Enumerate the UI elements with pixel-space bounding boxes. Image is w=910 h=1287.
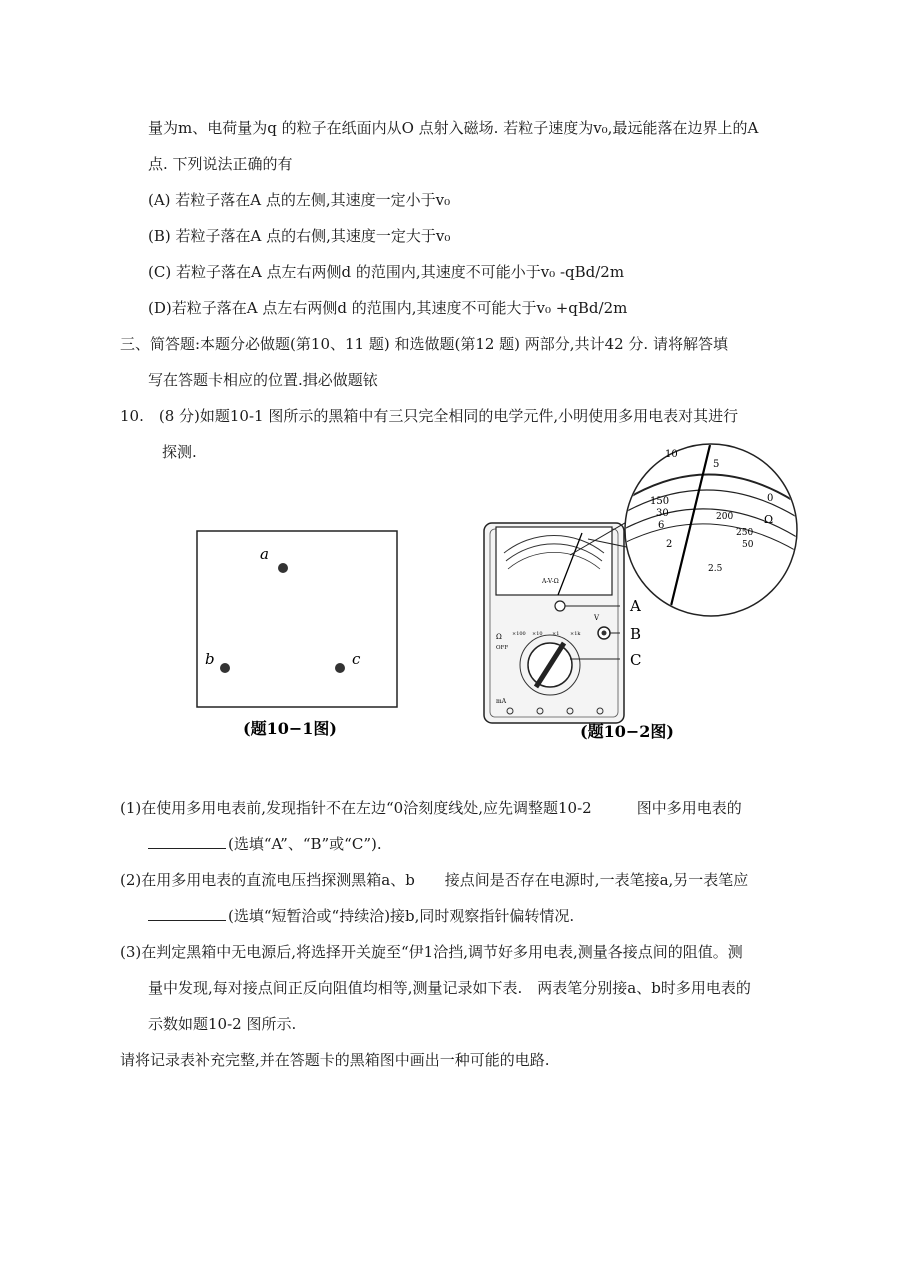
zoom-ohm: Ω bbox=[764, 513, 774, 526]
text-line: 探测. bbox=[162, 443, 197, 461]
section-heading: 三、简答题:本题分必做题(第10、11 题) 和选做题(第12 题) 两部分,共计42 分. 请将解答填 bbox=[120, 335, 728, 353]
black-box bbox=[197, 531, 397, 707]
terminal-a bbox=[278, 563, 288, 573]
option-b: (B) 若粒子落在A 点的右侧,其速度一定大于v₀ bbox=[148, 227, 451, 245]
part-3: (3)在判定黑箱中无电源后,将选择开关旋至“伊1洽挡,调节好多用电表,测量各接点间的阻值。测 bbox=[120, 943, 743, 961]
terminal-c bbox=[335, 663, 345, 673]
text-line: 写在答题卡相应的位置.揖必做题铱 bbox=[148, 371, 378, 389]
text-line: 点. 下列说法正确的有 bbox=[148, 155, 293, 173]
x1-label: ×1 bbox=[552, 631, 560, 637]
zoom-2: 2 bbox=[666, 539, 673, 550]
zoom-250: 250 bbox=[736, 528, 754, 538]
label-a: a bbox=[260, 545, 269, 563]
off-label: OFF bbox=[496, 645, 509, 651]
zoom-150: 150 bbox=[650, 496, 670, 507]
part-1: (1)在使用多用电表前,发现指针不在左边“0洽刻度线处,应先调整题10-2 图中多用电表的 bbox=[120, 799, 742, 817]
option-d: (D)若粒子落在A 点左右两侧d 的范围内,其速度不可能大于v₀ +qBd/2m bbox=[148, 299, 628, 317]
option-a: (A) 若粒子落在A 点的左侧,其速度一定小于v₀ bbox=[148, 191, 451, 209]
figure-10-2 bbox=[470, 435, 800, 750]
zoom-6: 6 bbox=[658, 520, 665, 531]
answer-blank[interactable] bbox=[148, 906, 226, 921]
mechanical-zero-screw bbox=[555, 601, 565, 611]
ohm-label: Ω bbox=[496, 633, 502, 641]
instruction: 请将记录表补充完整,并在答题卡的黑箱图中画出一种可能的电路. bbox=[120, 1051, 550, 1069]
x100-label: ×100 bbox=[512, 631, 526, 637]
zoom-circle bbox=[625, 444, 797, 616]
figure-caption: (题10−1图) bbox=[243, 719, 337, 738]
text-line bbox=[148, 834, 382, 854]
text-line: 示数如题10-2 图所示. bbox=[148, 1015, 297, 1033]
label-A: A bbox=[630, 597, 641, 615]
label-B: B bbox=[630, 625, 642, 643]
text-span: (选填“A”、“B”或“C”). bbox=[228, 835, 382, 853]
text-line: 量为m、电荷量为q 的粒子在纸面内从O 点射入磁场. 若粒子速度为v₀,最远能落在边界上的A bbox=[148, 119, 759, 137]
option-c: (C) 若粒子落在A 点左右两侧d 的范围内,其速度不可能小于v₀ -qBd/2m bbox=[148, 263, 625, 281]
question-10: 10. (8 分)如题10-1 图所示的黑箱中有三只完全相同的电学元件,小明使用多用电表对其进行 bbox=[120, 407, 739, 425]
zoom-0: 0 bbox=[767, 493, 774, 504]
terminal-b bbox=[220, 663, 230, 673]
zoom-10: 10 bbox=[665, 449, 678, 460]
figure-10-1 bbox=[185, 525, 415, 745]
answer-blank[interactable] bbox=[148, 834, 226, 849]
label-C: C bbox=[630, 651, 642, 669]
zoom-5: 5 bbox=[713, 459, 720, 470]
text-span: (选填“短暂洽或“持续洽)接b,同时观察指针偏转情况. bbox=[228, 907, 575, 925]
zoom-200: 200 bbox=[716, 512, 734, 522]
label-c: c bbox=[352, 650, 361, 668]
avo-label: A-V-Ω bbox=[542, 578, 559, 585]
zoom-2-5: 2.5 bbox=[708, 564, 723, 574]
zoom-30: 30 bbox=[656, 508, 669, 519]
zoom-50: 50 bbox=[742, 540, 754, 550]
figure-caption: (题10−2图) bbox=[580, 722, 674, 741]
text-line: 量中发现,每对接点间正反向阻值均相等,测量记录如下表. 两表笔分别接a、b时多用电表的 bbox=[148, 979, 751, 997]
text-line bbox=[148, 906, 574, 926]
x1k-label: ×1k bbox=[570, 631, 581, 637]
v-label: V bbox=[594, 614, 600, 622]
part-2: (2)在用多用电表的直流电压挡探测黑箱a、b 接点间是否存在电源时,一表笔接a,另一表笔应 bbox=[120, 871, 749, 889]
x10-label: ×10 bbox=[532, 631, 543, 637]
ma-label: mA bbox=[496, 698, 507, 705]
label-b: b bbox=[205, 650, 215, 668]
